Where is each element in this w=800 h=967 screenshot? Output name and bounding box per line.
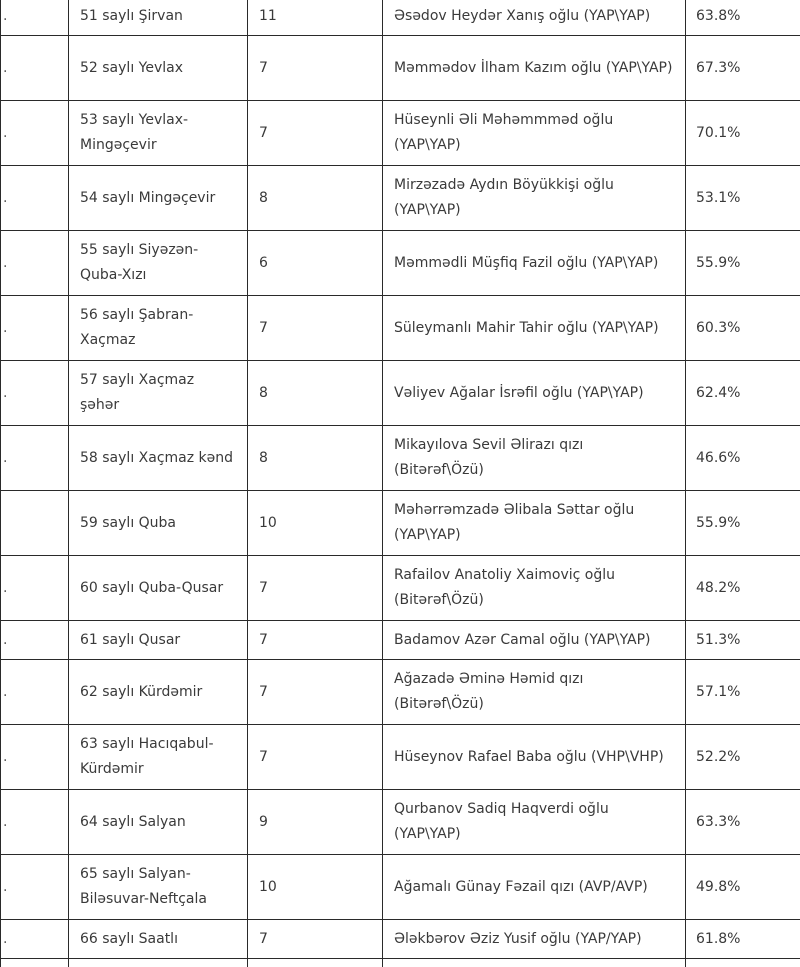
district-cell [69, 959, 248, 967]
candidate-count-cell: 8 [248, 426, 383, 491]
vote-percent-cell: 63.3% [686, 790, 800, 855]
winner-cell: Mirzəzadə Aydın Böyükkişi oğlu (YAP\YAP) [383, 166, 686, 231]
row-number-cell: . [1, 36, 69, 101]
district-cell: 61 saylı Qusar [69, 621, 248, 660]
table-row [1, 855, 800, 920]
district-cell: 51 saylı Şirvan [69, 0, 248, 36]
candidate-count-cell [248, 959, 383, 967]
winner-cell: Rafailov Anatoliy Xaimoviç oğlu (Bitərəf\Özü) [383, 556, 686, 621]
winner-cell: Ağamalı Günay Fəzail qızı (AVP/AVP) [383, 855, 686, 920]
table-row [1, 426, 800, 491]
table-row [1, 361, 800, 426]
candidate-count-cell: 7 [248, 920, 383, 959]
winner-cell: Əsədov Heydər Xanış oğlu (YAP\YAP) [383, 0, 686, 36]
district-cell: 54 saylı Mingəçevir [69, 166, 248, 231]
vote-percent-cell: 62.4% [686, 361, 800, 426]
candidate-count-cell: 8 [248, 361, 383, 426]
vote-percent-cell: 51.3% [686, 621, 800, 660]
vote-percent-cell: 61.8% [686, 920, 800, 959]
candidate-count-cell: 7 [248, 725, 383, 790]
row-number-cell: . [1, 296, 69, 361]
winner-cell: Məmmədli Müşfiq Fazil oğlu (YAP\YAP) [383, 231, 686, 296]
candidate-count-cell: 8 [248, 166, 383, 231]
district-cell: 57 saylı Xaçmaz şəhər [69, 361, 248, 426]
table-row [1, 0, 800, 36]
row-number-cell: . [1, 0, 69, 36]
table-row [1, 790, 800, 855]
winner-cell [383, 959, 686, 967]
table-row [1, 101, 800, 166]
row-number-cell: . [1, 556, 69, 621]
table-row [1, 556, 800, 621]
vote-percent-cell: 70.1% [686, 101, 800, 166]
candidate-count-cell: 11 [248, 0, 383, 36]
table-row [1, 959, 800, 967]
vote-percent-cell: 53.1% [686, 166, 800, 231]
district-cell: 59 saylı Quba [69, 491, 248, 556]
vote-percent-cell: 49.8% [686, 855, 800, 920]
district-cell: 60 saylı Quba-Qusar [69, 556, 248, 621]
vote-percent-cell: 48.2% [686, 556, 800, 621]
row-number-cell: . [1, 101, 69, 166]
table-row [1, 725, 800, 790]
vote-percent-cell [686, 959, 800, 967]
vote-percent-cell: 46.6% [686, 426, 800, 491]
row-number-cell: . [1, 621, 69, 660]
district-cell: 56 saylı Şabran-Xaçmaz [69, 296, 248, 361]
table-row [1, 621, 800, 660]
candidate-count-cell: 7 [248, 36, 383, 101]
winner-cell: Qurbanov Sadiq Haqverdi oğlu (YAP\YAP) [383, 790, 686, 855]
row-number-cell: . [1, 790, 69, 855]
row-number-cell: . [1, 361, 69, 426]
table-row [1, 36, 800, 101]
row-number-cell: . [1, 725, 69, 790]
candidate-count-cell: 10 [248, 491, 383, 556]
row-number-cell [1, 959, 69, 967]
district-cell: 53 saylı Yevlax-Mingəçevir [69, 101, 248, 166]
row-number-cell [1, 491, 69, 556]
district-cell: 65 saylı Salyan-Biləsuvar-Neftçala [69, 855, 248, 920]
vote-percent-cell: 55.9% [686, 491, 800, 556]
candidate-count-cell: 9 [248, 790, 383, 855]
candidate-count-cell: 7 [248, 660, 383, 725]
candidate-count-cell: 7 [248, 556, 383, 621]
table-row [1, 491, 800, 556]
candidate-count-cell: 7 [248, 621, 383, 660]
table-row [1, 296, 800, 361]
district-cell: 63 saylı Hacıqabul-Kürdəmir [69, 725, 248, 790]
winner-cell: Məhərrəmzadə Əlibala Səttar oğlu (YAP\YAP) [383, 491, 686, 556]
candidate-count-cell: 10 [248, 855, 383, 920]
vote-percent-cell: 57.1% [686, 660, 800, 725]
candidate-count-cell: 6 [248, 231, 383, 296]
district-cell: 58 saylı Xaçmaz kənd [69, 426, 248, 491]
winner-cell: Ağazadə Əminə Həmid qızı (Bitərəf\Özü) [383, 660, 686, 725]
row-number-cell: . [1, 166, 69, 231]
district-cell: 64 saylı Salyan [69, 790, 248, 855]
winner-cell: Hüseynli Əli Məhəmmməd oğlu (YAP\YAP) [383, 101, 686, 166]
district-cell: 52 saylı Yevlax [69, 36, 248, 101]
winner-cell: Mikayılova Sevil Əlirazı qızı (Bitərəf\Özü) [383, 426, 686, 491]
row-number-cell: . [1, 920, 69, 959]
table-row [1, 166, 800, 231]
vote-percent-cell: 55.9% [686, 231, 800, 296]
vote-percent-cell: 67.3% [686, 36, 800, 101]
results-table-body [1, 0, 800, 967]
row-number-cell: . [1, 855, 69, 920]
table-row [1, 920, 800, 959]
winner-cell: Hüseynov Rafael Baba oğlu (VHP\VHP) [383, 725, 686, 790]
winner-cell: Badamov Azər Camal oğlu (YAP\YAP) [383, 621, 686, 660]
vote-percent-cell: 52.2% [686, 725, 800, 790]
row-number-cell: . [1, 231, 69, 296]
district-cell: 66 saylı Saatlı [69, 920, 248, 959]
winner-cell: Süleymanlı Mahir Tahir oğlu (YAP\YAP) [383, 296, 686, 361]
row-number-cell: . [1, 426, 69, 491]
vote-percent-cell: 60.3% [686, 296, 800, 361]
table-row [1, 660, 800, 725]
vote-percent-cell: 63.8% [686, 0, 800, 36]
winner-cell: Vəliyev Ağalar İsrəfil oğlu (YAP\YAP) [383, 361, 686, 426]
winner-cell: Məmmədov İlham Kazım oğlu (YAP\YAP) [383, 36, 686, 101]
candidate-count-cell: 7 [248, 296, 383, 361]
row-number-cell: . [1, 660, 69, 725]
candidate-count-cell: 7 [248, 101, 383, 166]
district-cell: 55 saylı Siyəzən-Quba-Xızı [69, 231, 248, 296]
district-cell: 62 saylı Kürdəmir [69, 660, 248, 725]
table-row [1, 231, 800, 296]
winner-cell: Ələkbərov Əziz Yusif oğlu (YAP/YAP) [383, 920, 686, 959]
